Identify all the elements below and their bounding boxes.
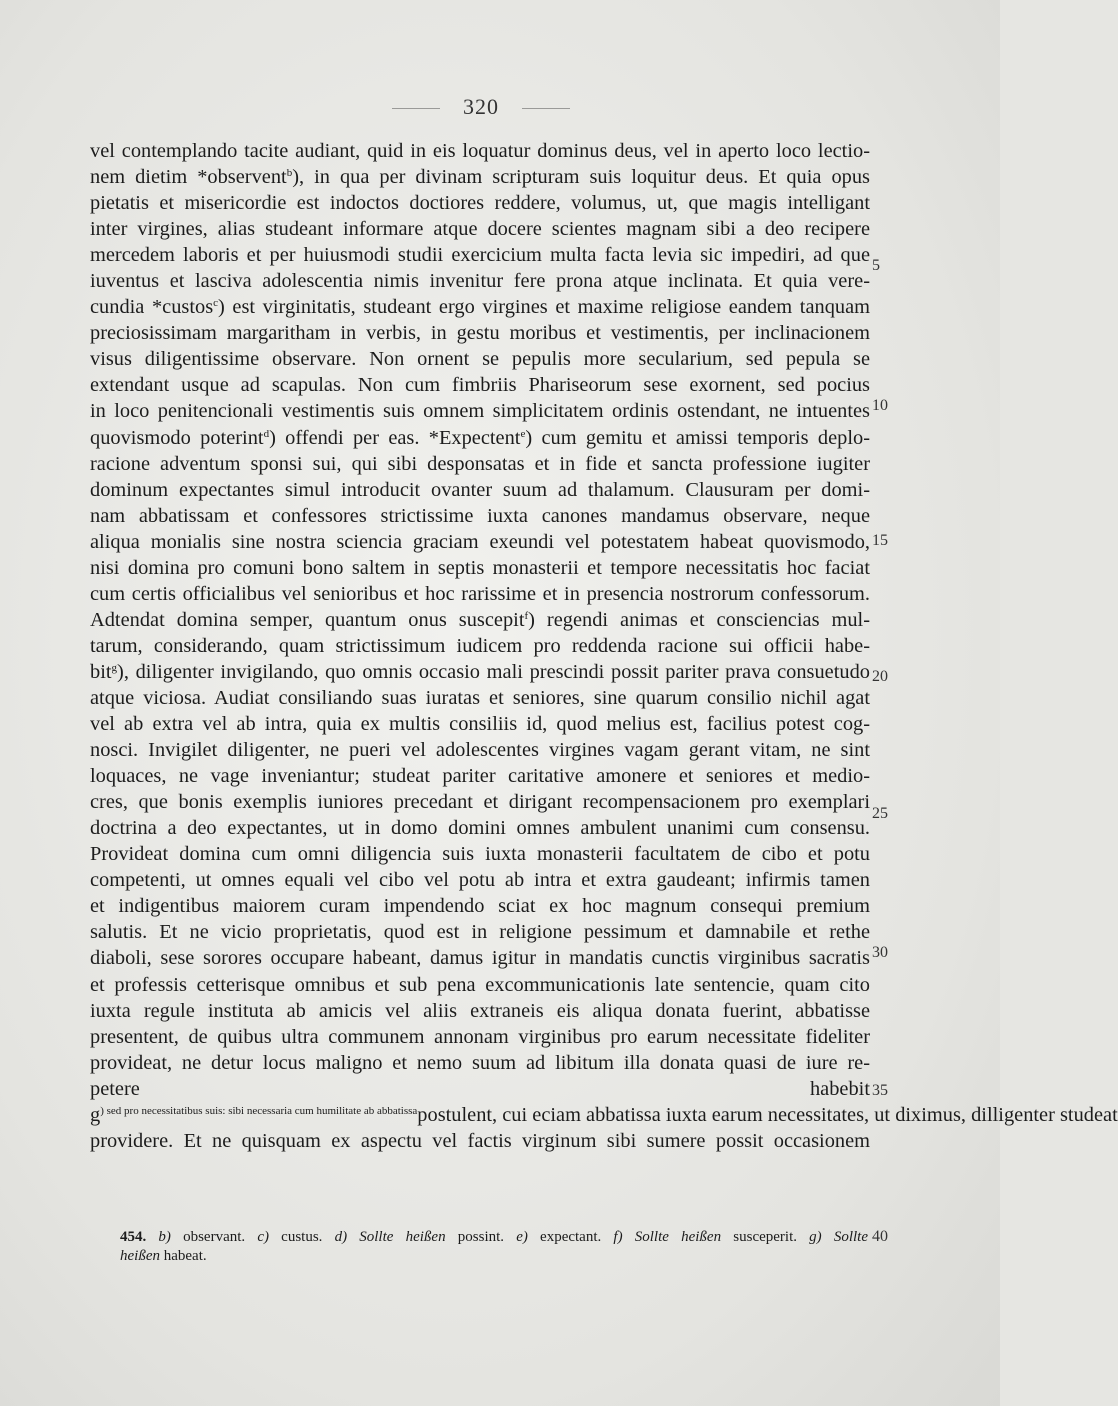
- text-line-2: nem dietim *observent$^b$), in qua per divinam scripturam suis loquitur deus. Et quia opus: [90, 166, 870, 189]
- footnote-ref-b: b: [286, 167, 293, 180]
- header-rule-left: [392, 108, 440, 109]
- text-line-26: cres, que bonis exemplis iuniores precedant et dirigant recompensacionem pro exemplari: [90, 791, 870, 814]
- line-number-15: 15: [872, 532, 888, 549]
- text-line-31: salutis. Et ne vicio proprietatis, quod est in religione pessimum et damnabile et rethe: [90, 921, 870, 944]
- text-line-8: preciosissimam margaritham in verbis, in gestu moribus et vestimentis, per inclinacionem: [90, 322, 870, 345]
- text-line-37: petere habebit: [90, 1077, 870, 1100]
- text-line-11: in loco penitencionali vestimentis suis omnem simplicitatem ordinis ostendant, ne intuentes: [90, 400, 870, 423]
- text-line-16: aliqua monialis sine nostra sciencia graciam exeundi vel potestatem habeat quovismodo,: [90, 530, 870, 553]
- footnote-ref-d: d: [263, 427, 270, 440]
- footnote-ref-g-2: ) sed pro necessitatibus suis: sibi necessaria cum humilitate ab abbatissa: [100, 1104, 418, 1117]
- text-line-19: Adtendat domina semper, quantum onus suscepit$^f$) regendi animas et consciencias mul-: [90, 608, 870, 631]
- text-line-15: nam abbatissam et confessores strictissime iuxta canones mandamus observare, neque: [90, 504, 870, 527]
- text-line-27: doctrina a deo expectantes, ut in domo domini omnes ambulent unanimi cum consensu.: [90, 817, 870, 840]
- page-header: [0, 94, 1000, 122]
- text-line-14: dominum expectantes simul introducit ovanter suum ad thalamum. Clausuram per domi-: [90, 478, 870, 501]
- text-line-34: iuxta regule instituta ab amicis vel aliis extraneis eis aliqua donata fuerint, abbatisse: [90, 999, 870, 1022]
- text-line-7: cundia *custos$^c$) est virginitatis, studeant ergo virgines et maxime religiose eandem tanquam: [90, 296, 870, 319]
- text-line-21: bit$^g$), diligenter invigilando, quo omnis occasio mali prescindi possit pariter prava consuetudo: [90, 660, 870, 683]
- footnote-ref-c: c: [213, 297, 219, 310]
- header-rule-right: [522, 108, 570, 109]
- line-number-25: 25: [872, 805, 888, 822]
- text-line-22: atque viciosa. Audiat consiliando suas iuratas et seniores, sine quarum consilio nichil agat: [90, 686, 870, 709]
- line-number-20: 20: [872, 668, 888, 685]
- line-number-35: 35: [872, 1082, 888, 1099]
- text-line-28: Provideat domina cum omni diligencia suis iuxta monasterii facultatem de cibo et potu: [90, 843, 870, 866]
- text-line-24: nosci. Invigilet diligenter, ne pueri vel adolescentes virgines vagam gerant vitam, ne sint: [90, 739, 870, 762]
- text-line-12: quovismodo poterint$^d$) offendi per eas. *Expectent$^e$) cum gemitu et amissi temporis deplo-: [90, 426, 870, 449]
- footnote-ref-e: e: [520, 427, 526, 440]
- text-line-4: inter virgines, alias studeant informare atque docere scientes magnam sibi a deo recipere: [90, 218, 870, 241]
- text-line-39: providere. Et ne quisquam ex aspectu vel factis virginum sibi sumere possit occasionem: [90, 1129, 870, 1152]
- footnote-ref-g: g: [111, 661, 118, 674]
- text-line-5: mercedem laboris et per huiusmodi studii exercicium multa facta levia sic impediri, ad que: [90, 244, 870, 267]
- text-line-6: iuventus et lasciva adolescentia nimis invenitur fere prona atque inclinata. Et quia vere-: [90, 270, 870, 293]
- text-line-23: vel ab extra vel ab intra, quia ex multis consiliis id, quod melius est, facilius potest cog-: [90, 713, 870, 736]
- text-line-30: et indigentibus maiorem curam impendendo sciat ex hoc magnum consequi premium: [90, 895, 870, 918]
- footnote-number: 454.: [120, 1229, 147, 1245]
- text-line-18: cum certis officialibus vel senioribus et hoc rarissime et in presencia nostrorum confessorum.: [90, 582, 870, 605]
- line-number-10: 10: [872, 397, 888, 414]
- text-line-29: competenti, ut omnes equali vel cibo vel potu ab intra et extra gaudeant; infirmis tamen: [90, 869, 870, 892]
- page-number: 320: [463, 94, 499, 119]
- text-line-13: racione adventum sponsi sui, qui sibi desponsatas et in fide et sancta professione iugiter: [90, 452, 870, 475]
- text-line-17: nisi domina pro comuni bono saltem in septis monasterii et tempore necessitatis hoc faciat: [90, 556, 870, 579]
- text-line-40: [90, 1154, 870, 1180]
- footnote-line-1: 454. b) observant. c) custus. d) Sollte heißen possint. e) expectant. f) Sollte heißen susceperit. g) Sollte: [120, 1229, 869, 1245]
- text-line-10: extendant usque ad scapulas. Non cum fimbriis Phariseorum sese exornent, sed pocius: [90, 374, 870, 397]
- text-line-1: vel contemplando tacite audiant, quid in eis loquatur dominus deus, vel in aperto loco lectio-: [90, 140, 870, 162]
- text-line-25: loquaces, ne vage inveniantur; studeat pariter caritative amonere et seniores et medio-: [90, 765, 870, 788]
- line-number-40: 40: [872, 1228, 888, 1245]
- text-line-32: diaboli, sese sorores occupare habeant, damus igitur in mandatis cunctis virginibus sacratis: [90, 947, 870, 970]
- text-line-20: tarum, considerando, quam strictissimum iudicem pro reddenda racione sui officii habe-: [90, 634, 870, 657]
- footnote-ref-f: f: [524, 609, 529, 622]
- text-line-38: $g^{) sed pro necessitatibus suis: sibi necessaria cum humilitate ab abbatissa}postulent$, cui eciam abbatissa iuxta earum necessitates, ut diximus, dilligenter studeat: [90, 1103, 1118, 1126]
- line-number-5: 5: [872, 257, 880, 274]
- text-line-9: visus diligentissime observare. Non ornent se pepulis more secularium, sed pepula se: [90, 348, 870, 371]
- text-line-36: provideat, ne detur locus maligno et nemo suum ad libitum illa donata quasi de iure re-: [90, 1051, 870, 1074]
- footnote-line-2: heißen habeat.: [120, 1248, 207, 1264]
- text-line-3: pietatis et misericordie est indoctos doctiores reddere, volumus, ut, que magis intelligant: [90, 192, 870, 215]
- text-line-33: et professis cetterisque omnibus et sub pena excommunicationis late sentencie, quam cito: [90, 973, 870, 996]
- line-number-30: 30: [872, 944, 888, 961]
- text-line-35: presentent, de quibus ultra communem annonam virginibus pro earum necessitate fideliter: [90, 1025, 870, 1048]
- footnotes: [120, 1228, 868, 1266]
